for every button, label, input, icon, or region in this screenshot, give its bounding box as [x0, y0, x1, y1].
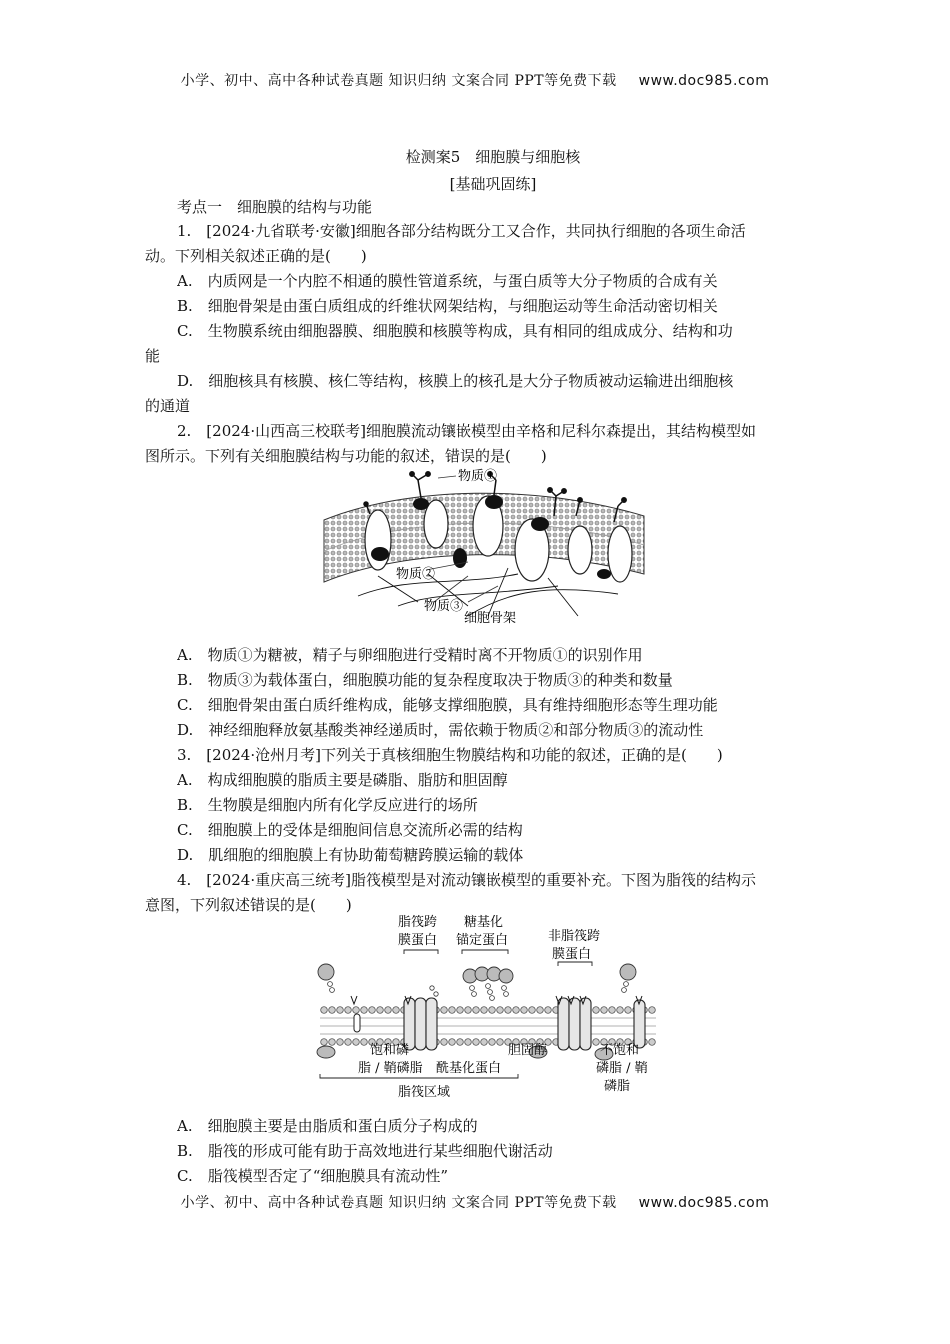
q1-option-b: B. 细胞骨架是由蛋白质组成的纤维状网架结构，与细胞运动等生命活动密切相关 [177, 297, 718, 315]
label-nonraft-1: 非脂筏跨 [548, 929, 601, 944]
q1-option-a: A. 内质网是一个内腔不相通的膜性管道系统，与蛋白质等大分子物质的合成有关 [177, 272, 718, 290]
label-saturated-2: 脂 / 鞘磷脂 [358, 1061, 423, 1076]
q4-stem-line2: 意图，下列叙述错误的是( ) [145, 896, 352, 914]
q2-option-c: C. 细胞骨架由蛋白质纤维构成，能够支撑细胞膜，具有维持细胞形态等生理功能 [177, 696, 718, 714]
cholesterol [354, 1014, 360, 1032]
label-saturated-1: 饱和磷 [370, 1043, 410, 1058]
section-heading: 考点一 细胞膜的结构与功能 [177, 198, 373, 216]
q4-option-b: B. 脂筏的形成可能有助于高效地进行某些细胞代谢活动 [177, 1142, 553, 1160]
label-cytoskeleton: 细胞骨架 [464, 611, 517, 626]
peripheral-protein [531, 517, 549, 531]
q3-option-a: A. 构成细胞膜的脂质主要是磷脂、脂肪和胆固醇 [177, 771, 508, 789]
label-glyco-1: 糖基化 [464, 915, 504, 930]
protein [608, 526, 632, 582]
header-site[interactable]: www.doc985.com [638, 73, 770, 89]
marker-arrows [351, 996, 642, 1004]
q2-stem-line1: 2. [2024·山西高三校联考]细胞膜流动镶嵌模型由辛格和尼科尔森提出，其结构模型如 [177, 422, 756, 440]
q4-option-c: C. 脂筏模型否定了“细胞膜具有流动性” [177, 1167, 449, 1185]
label-unsaturated-3: 磷脂 [604, 1079, 631, 1094]
q3-stem: 3. [2024·沧州月考]下列关于真核细胞生物膜结构和功能的叙述，正确的是( ) [177, 746, 723, 764]
label-substance1: 物质① [458, 469, 498, 484]
peripheral-protein [485, 495, 503, 509]
footer-text: 小学、初中、高中各种试卷真题 知识归纳 文案合同 PPT等免费下载 [180, 1195, 617, 1211]
q3-option-b: B. 生物膜是细胞内所有化学反应进行的场所 [177, 796, 478, 814]
peripheral-protein [371, 547, 389, 561]
q1-option-d-line1: D. 细胞核具有核膜、核仁等结构，核膜上的核孔是大分子物质被动运输进出细胞核 [177, 372, 734, 390]
bilayer-tails [320, 1018, 656, 1034]
q2-option-a: A. 物质①为糖被，精子与卵细胞进行受精时离不开物质①的识别作用 [177, 646, 643, 664]
footer-site[interactable]: www.doc985.com [638, 1195, 770, 1211]
glycosylated-anchored-protein [318, 964, 636, 983]
q1-stem-line2: 动。下列相关叙述正确的是( ) [145, 247, 367, 265]
label-unsaturated-2: 磷脂 / 鞘 [596, 1061, 648, 1076]
label-glyco-2: 锚定蛋白 [456, 933, 509, 948]
brackets [320, 950, 592, 1078]
q2-stem-line2: 图所示。下列有关细胞膜结构与功能的叙述，错误的是( ) [145, 447, 547, 465]
header-text: 小学、初中、高中各种试卷真题 知识归纳 文案合同 PPT等免费下载 [180, 73, 617, 89]
page-header [0, 70, 950, 90]
label-cholesterol: 胆固醇 [508, 1043, 548, 1058]
peripheral-protein [413, 498, 429, 510]
q3-option-c: C. 细胞膜上的受体是细胞间信息交流所必需的结构 [177, 821, 523, 839]
membrane-figure [318, 466, 648, 626]
label-unsaturated-1: 不饱和 [600, 1043, 640, 1058]
label-substance3: 物质③ [424, 599, 464, 614]
q1-option-c-line1: C. 生物膜系统由细胞器膜、细胞膜和核膜等构成，具有相同的组成成分、结构和功 [177, 322, 733, 340]
q3-option-d: D. 肌细胞的细胞膜上有协助葡萄糖跨膜运输的载体 [177, 846, 524, 864]
label-nonraft-2: 膜蛋白 [552, 947, 592, 962]
peripheral-protein [597, 569, 611, 579]
label-substance2: 物质② [396, 567, 436, 582]
q2-option-d: D. 神经细胞释放氨基酸类神经递质时，需依赖于物质②和部分物质③的流动性 [177, 721, 704, 739]
page-subtitle: [基础巩固练] [449, 175, 537, 193]
label-raft-region: 脂筏区域 [398, 1085, 451, 1100]
peripheral-protein [453, 548, 467, 568]
label-acylated: 酰基化蛋白 [436, 1061, 502, 1076]
sugar-chains [328, 982, 629, 1001]
q4-stem-line1: 4. [2024·重庆高三统考]脂筏模型是对流动镶嵌模型的重要补充。下图为脂筏的结构示 [177, 871, 756, 889]
q2-option-b: B. 物质③为载体蛋白，细胞膜功能的复杂程度取决于物质③的种类和数量 [177, 671, 673, 689]
label-raft-protein-2: 膜蛋白 [398, 933, 438, 948]
q1-option-d-line2: 的通道 [145, 397, 191, 415]
protein [365, 510, 391, 570]
single-protein [634, 1000, 645, 1048]
page-title: 检测案5 细胞膜与细胞核 [405, 148, 581, 166]
nonraft-transmembrane-protein [558, 998, 591, 1050]
protein [568, 526, 592, 574]
lipid-raft-figure [312, 914, 668, 1104]
q4-option-a: A. 细胞膜主要是由脂质和蛋白质分子构成的 [177, 1117, 478, 1135]
q1-stem-line1: 1. [2024·九省联考·安徽]细胞各部分结构既分工又合作，共同执行细胞的各项生命活 [177, 222, 746, 240]
label-raft-protein-1: 脂筏跨 [398, 915, 438, 930]
q1-option-c-line2: 能 [145, 347, 161, 365]
page-footer [0, 1192, 950, 1212]
